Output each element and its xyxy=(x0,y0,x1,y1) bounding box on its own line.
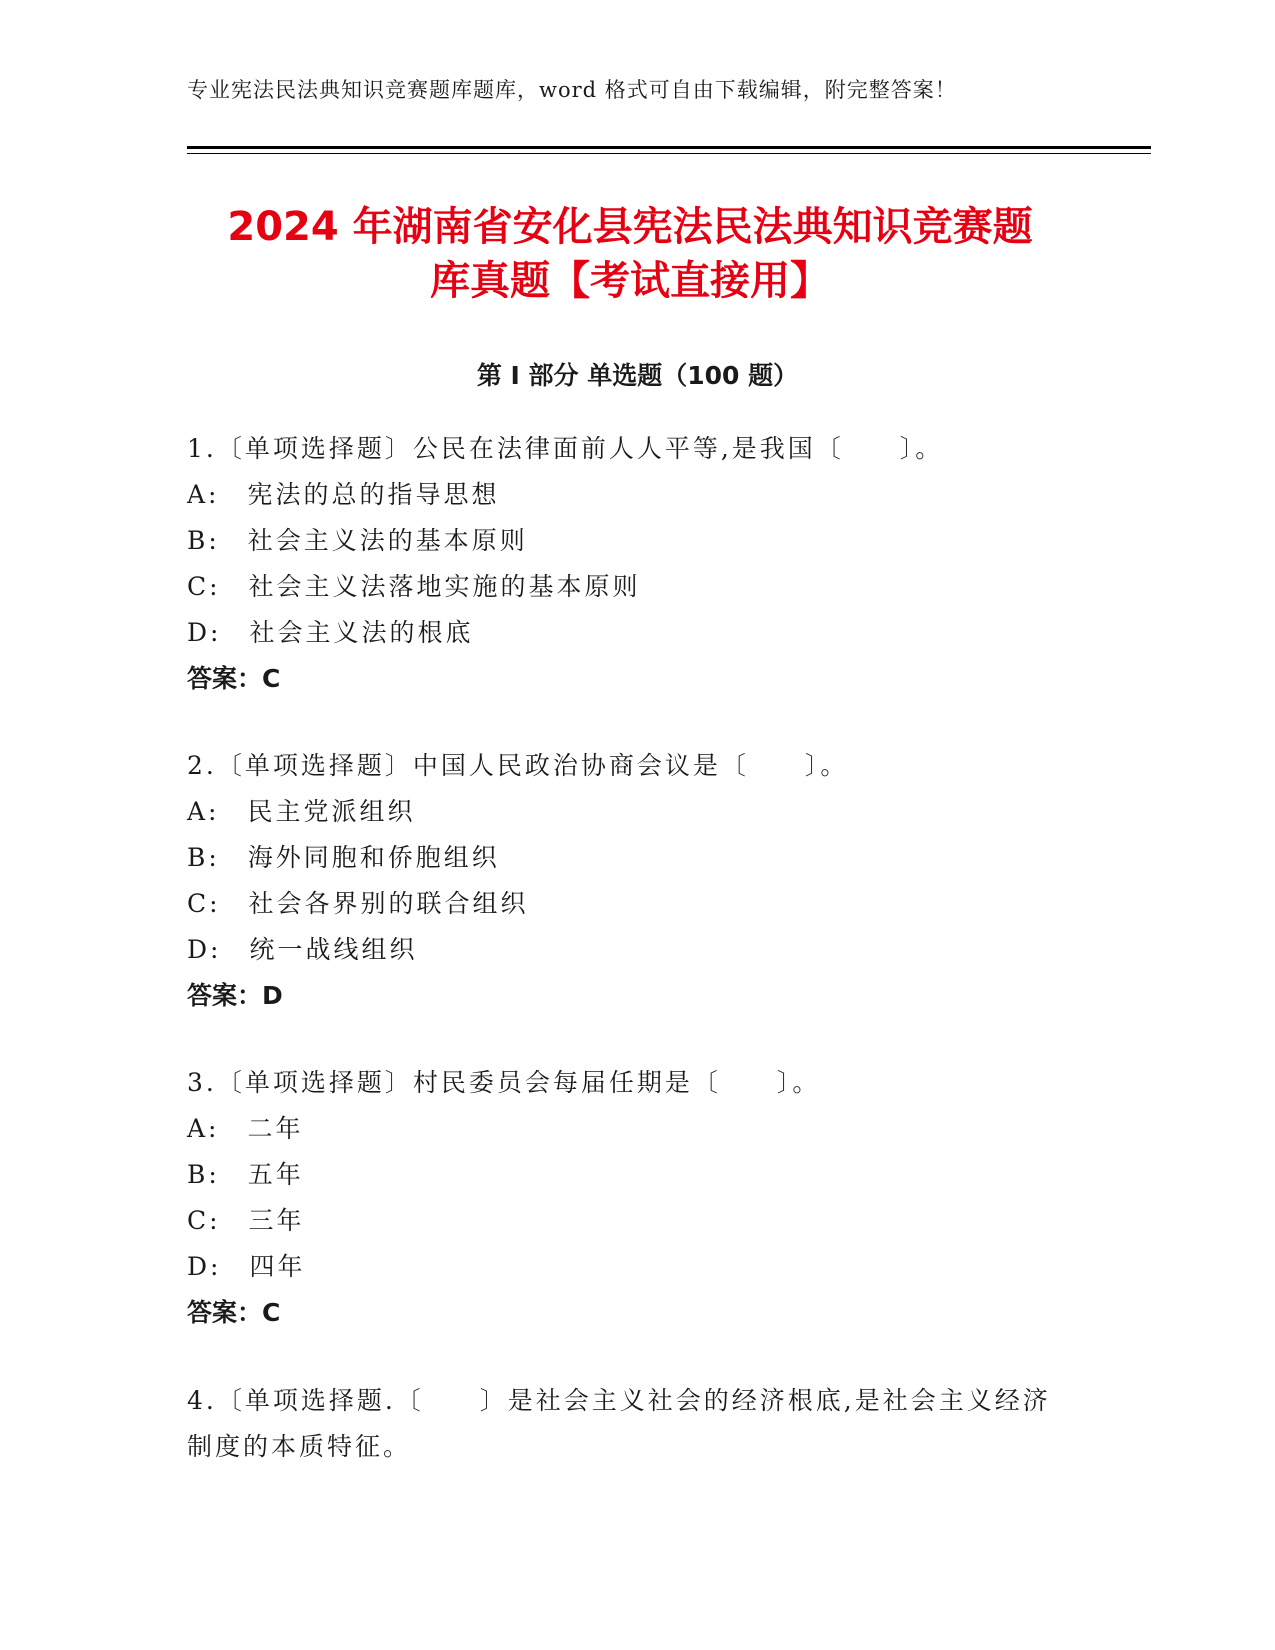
question-2 xyxy=(187,743,1087,1019)
question-stem: 2.〔单项选择题〕中国人民政治协商会议是〔 〕。 xyxy=(187,751,849,780)
answer: 答案：D xyxy=(187,981,283,1010)
option-b: B: 五年 xyxy=(187,1160,304,1189)
answer: 答案：C xyxy=(187,1298,281,1327)
option-b: B: 社会主义法的基本原则 xyxy=(187,526,528,555)
title-line-2: 库真题【考试直接用】 xyxy=(430,258,830,304)
question-3 xyxy=(187,1060,1087,1336)
option-b: B: 海外同胞和侨胞组织 xyxy=(187,843,500,872)
option-c: C: 三年 xyxy=(187,1206,305,1235)
option-d: D: 四年 xyxy=(187,1252,306,1281)
option-c: C: 社会各界别的联合组织 xyxy=(187,889,529,918)
option-d: D: 社会主义法的根底 xyxy=(187,618,474,647)
title-line-1: 2024 年湖南省安化县宪法民法典知识竞赛题 xyxy=(227,204,1033,250)
option-a: A: 宪法的总的指导思想 xyxy=(187,480,500,509)
answer: 答案：C xyxy=(187,664,281,693)
question-stem: 1.〔单项选择题〕公民在法律面前人人平等,是我国〔 〕。 xyxy=(187,434,944,463)
option-d: D: 统一战线组织 xyxy=(187,935,418,964)
question-stem: 3.〔单项选择题〕村民委员会每届任期是〔 〕。 xyxy=(187,1068,821,1097)
option-a: A: 民主党派组织 xyxy=(187,797,416,826)
document-title xyxy=(130,200,1130,308)
header-rule-thick xyxy=(187,146,1151,149)
question-stem: 4.〔单项选择题.〔 〕是社会主义社会的经济根底,是社会主义经济制度的本质特征。 xyxy=(187,1386,1051,1461)
header-rule-thin xyxy=(187,153,1151,154)
header-note: 专业宪法民法典知识竞赛题库题库，word 格式可自由下载编辑，附完整答案！ xyxy=(187,78,957,102)
question-4 xyxy=(187,1378,1087,1470)
option-a: A: 二年 xyxy=(187,1114,304,1143)
section-title: 第 I 部分 单选题（100 题） xyxy=(476,361,799,390)
question-1 xyxy=(187,426,1087,702)
option-c: C: 社会主义法落地实施的基本原则 xyxy=(187,572,641,601)
